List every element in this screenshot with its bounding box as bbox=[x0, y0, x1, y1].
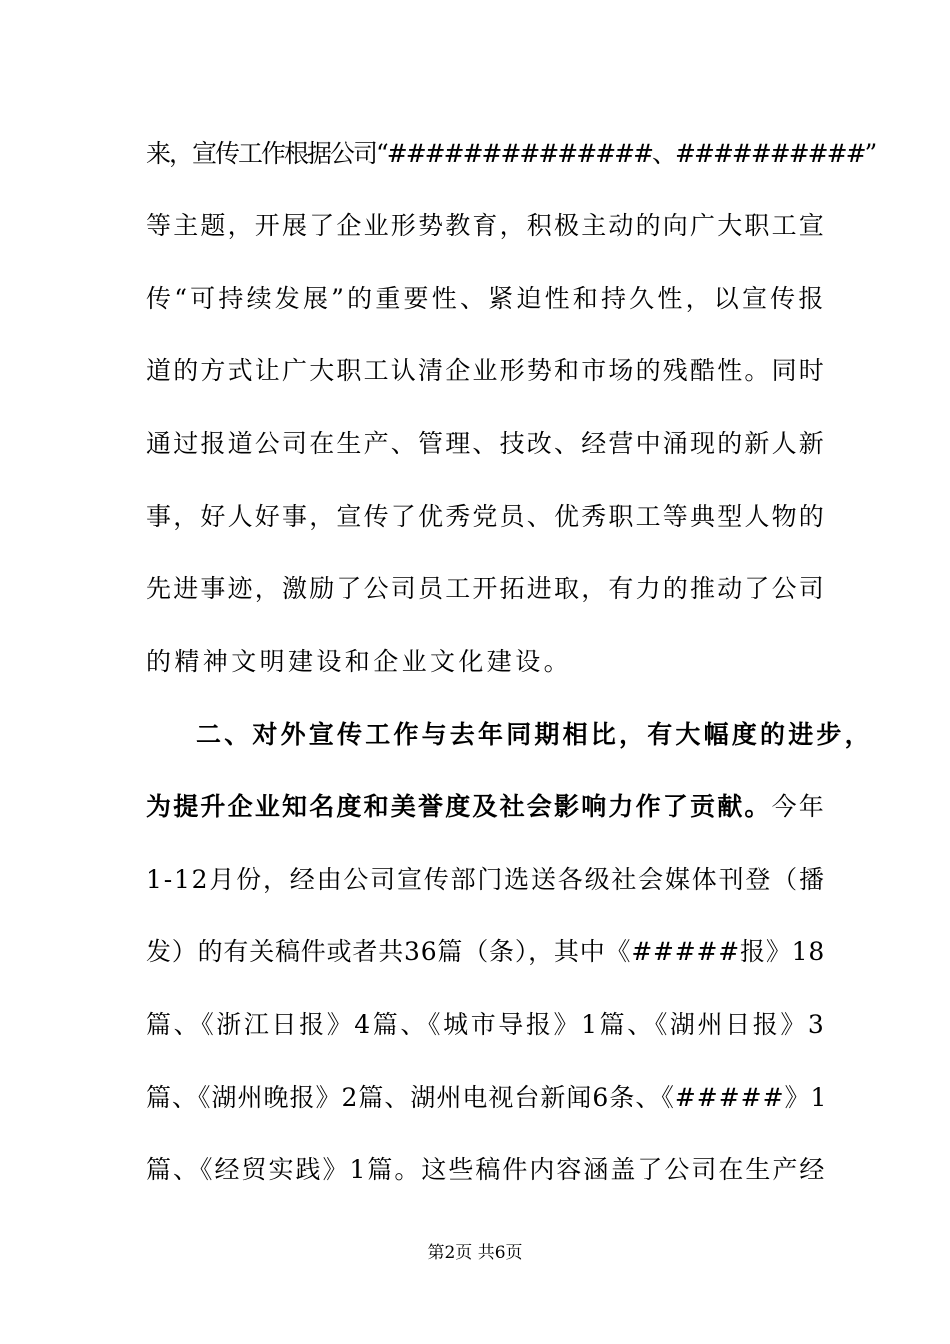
paragraph-line: 通过报道公司在生产、管理、技改、经营中涌现的新人新 bbox=[146, 429, 827, 458]
paragraph-line: 传“可持续发展”的重要性、紧迫性和持久性，以宣传报 bbox=[146, 284, 827, 313]
paragraph-line: 篇、《湖州晚报》2篇、湖州电视台新闻6条、《#####》1 bbox=[146, 1083, 828, 1112]
section-heading-line bbox=[146, 787, 826, 827]
paragraph-line: 等主题，开展了企业形势教育，积极主动的向广大职工宣 bbox=[146, 211, 827, 240]
paragraph-line: 篇、《浙江日报》4篇、《城市导报》1篇、《湖州日报》3 bbox=[146, 1010, 827, 1039]
page-number-footer: 第2页 共6页 bbox=[427, 1243, 523, 1263]
paragraph-line: 事，好人好事，宣传了优秀党员、优秀职工等典型人物的 bbox=[146, 502, 827, 531]
heading-bold-text: 为提升企业知名度和美誉度及社会影响力作了贡献。 bbox=[146, 792, 772, 821]
paragraph-line: 的精神文明建设和企业文化建设。 bbox=[146, 647, 573, 676]
paragraph-line: 发）的有关稿件或者共36篇（条），其中《#####报》18 bbox=[146, 937, 826, 966]
paragraph-line: 篇、《经贸实践》1篇。这些稿件内容涵盖了公司在生产经 bbox=[146, 1155, 827, 1184]
paragraph-line: 道的方式让广大职工认清企业形势和市场的残酷性。同时 bbox=[146, 356, 827, 385]
paragraph-line: 先进事迹，激励了公司员工开拓进取，有力的推动了公司 bbox=[146, 574, 827, 603]
heading-normal-text: 今年 bbox=[771, 792, 827, 821]
paragraph-line: 来，宣传工作根据公司“##############、##########” bbox=[146, 139, 876, 168]
paragraph-line: 1-12月份，经由公司宣传部门选送各级社会媒体刊登（播 bbox=[146, 865, 826, 894]
section-heading-line: 二、对外宣传工作与去年同期相比，有大幅度的进步， bbox=[196, 720, 873, 749]
